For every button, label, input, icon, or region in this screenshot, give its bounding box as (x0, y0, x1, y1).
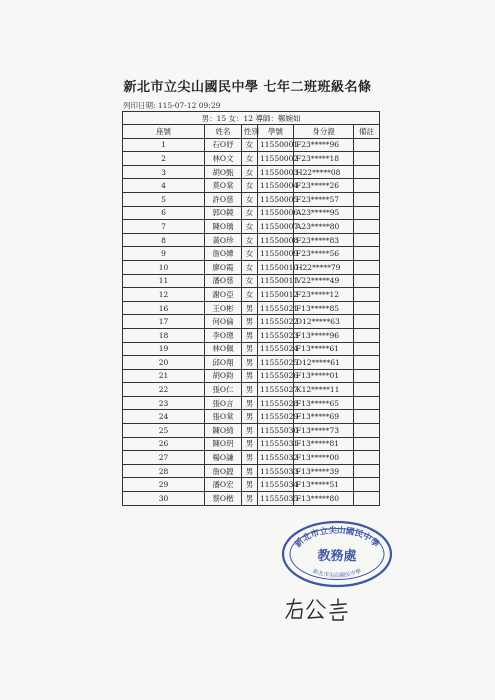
cell-national-id: F23*****96 (294, 138, 354, 152)
cell-national-id: D12*****61 (294, 356, 354, 370)
cell-national-id: F13*****81 (294, 437, 354, 451)
col-header-student-id: 學號 (258, 125, 294, 139)
cell-note (354, 165, 380, 179)
cell-gender: 男 (242, 369, 258, 383)
header-row (123, 125, 380, 139)
cell-national-id: F13*****01 (294, 369, 354, 383)
cell-student-id: 11555030 (258, 424, 294, 438)
cell-name: 郭O鏡 (205, 206, 242, 220)
cell-seat: 16 (123, 301, 205, 315)
cell-student-id: 11550002 (258, 152, 294, 166)
table-row (123, 424, 380, 438)
cell-seat: 6 (123, 206, 205, 220)
cell-seat: 10 (123, 260, 205, 274)
cell-name: 王O彬 (205, 301, 242, 315)
table-row (123, 315, 380, 329)
cell-name: 邱O翔 (205, 356, 242, 370)
cell-note (354, 328, 380, 342)
cell-gender: 男 (242, 437, 258, 451)
cell-student-id: 11555027 (258, 383, 294, 397)
table-row (123, 288, 380, 302)
cell-seat: 3 (123, 165, 205, 179)
cell-gender: 女 (242, 192, 258, 206)
cell-national-id: V22*****49 (294, 274, 354, 288)
cell-seat: 30 (123, 492, 205, 506)
seal-outer-text-path: 新北市立尖山國民中學 (293, 525, 381, 550)
cell-national-id: F23*****83 (294, 233, 354, 247)
cell-student-id: 11555028 (258, 396, 294, 410)
table-row (123, 383, 380, 397)
cell-national-id: H22*****79 (294, 260, 354, 274)
cell-name: 潘O宏 (205, 478, 242, 492)
table-row (123, 437, 380, 451)
cell-name: 何O倫 (205, 315, 242, 329)
document-title: 新北市立尖山國民中學 七年二班班級名條 (123, 80, 372, 95)
cell-note (354, 410, 380, 424)
cell-national-id: F13*****39 (294, 464, 354, 478)
cell-note (354, 138, 380, 152)
cell-gender: 男 (242, 451, 258, 465)
cell-name: 謝O亞 (205, 288, 242, 302)
col-header-note: 備註 (354, 125, 380, 139)
cell-gender: 女 (242, 152, 258, 166)
cell-national-id: F13*****69 (294, 410, 354, 424)
cell-note (354, 369, 380, 383)
table-row (123, 342, 380, 356)
seal-center-text: 教務處 (317, 549, 357, 564)
table-row (123, 220, 380, 234)
summary-row (123, 112, 380, 125)
cell-student-id: 11555024 (258, 342, 294, 356)
table-row (123, 260, 380, 274)
cell-student-id: 11550011 (258, 274, 294, 288)
cell-student-id: 11555031 (258, 437, 294, 451)
cell-name: 蔡O楷 (205, 492, 242, 506)
summary-text: 男：15 女：12 導師：鄭婉如 (123, 112, 380, 125)
cell-gender: 女 (242, 247, 258, 261)
cell-gender: 女 (242, 206, 258, 220)
cell-student-id: 11555035 (258, 492, 294, 506)
cell-seat: 27 (123, 451, 205, 465)
cell-national-id: A23*****95 (294, 206, 354, 220)
cell-gender: 男 (242, 478, 258, 492)
cell-note (354, 233, 380, 247)
cell-note (354, 437, 380, 451)
cell-seat: 2 (123, 152, 205, 166)
cell-national-id: A23*****80 (294, 220, 354, 234)
table-row (123, 192, 380, 206)
cell-seat: 24 (123, 410, 205, 424)
cell-note (354, 396, 380, 410)
cell-gender: 男 (242, 301, 258, 315)
cell-name: 張O言 (205, 396, 242, 410)
cell-seat: 11 (123, 274, 205, 288)
cell-name: 石O妤 (205, 138, 242, 152)
cell-national-id: F23*****26 (294, 179, 354, 193)
cell-name: 張O棠 (205, 410, 242, 424)
cell-note (354, 192, 380, 206)
cell-gender: 女 (242, 179, 258, 193)
cell-seat: 21 (123, 369, 205, 383)
table-row (123, 301, 380, 315)
table-row (123, 274, 380, 288)
cell-student-id: 11550008 (258, 233, 294, 247)
cell-note (354, 206, 380, 220)
cell-note (354, 315, 380, 329)
cell-student-id: 11555033 (258, 464, 294, 478)
handwritten-signature (283, 596, 363, 622)
cell-note (354, 301, 380, 315)
table-row (123, 233, 380, 247)
signature-stroke (286, 599, 347, 620)
table-row (123, 410, 380, 424)
cell-national-id: F13*****51 (294, 478, 354, 492)
cell-student-id: 11550007 (258, 220, 294, 234)
cell-gender: 男 (242, 315, 258, 329)
table-row (123, 396, 380, 410)
cell-name: 楊O謙 (205, 451, 242, 465)
cell-national-id: D12*****63 (294, 315, 354, 329)
col-header-seat: 座號 (123, 125, 205, 139)
cell-note (354, 478, 380, 492)
table-row (123, 328, 380, 342)
print-date: 列印日期: 115-07-12 09:29 (123, 101, 221, 110)
table-row (123, 206, 380, 220)
cell-student-id: 11550003 (258, 165, 294, 179)
table-row (123, 369, 380, 383)
cell-national-id: H22*****08 (294, 165, 354, 179)
cell-seat: 22 (123, 383, 205, 397)
cell-national-id: F13*****61 (294, 342, 354, 356)
cell-student-id: 11550009 (258, 247, 294, 261)
cell-seat: 20 (123, 356, 205, 370)
cell-gender: 女 (242, 233, 258, 247)
col-header-gender: 性別 (242, 125, 258, 139)
cell-seat: 19 (123, 342, 205, 356)
cell-name: 黃O珍 (205, 233, 242, 247)
cell-note (354, 179, 380, 193)
cell-gender: 女 (242, 138, 258, 152)
cell-name: 林O文 (205, 152, 242, 166)
cell-student-id: 11550001 (258, 138, 294, 152)
cell-name: 詹O鍠 (205, 464, 242, 478)
table-row (123, 451, 380, 465)
cell-national-id: F13*****80 (294, 492, 354, 506)
cell-name: 許O慈 (205, 192, 242, 206)
seal-bottom-text-path: 新北市尖山國民中學 (311, 568, 363, 579)
col-header-name: 姓名 (205, 125, 242, 139)
cell-national-id: F23*****12 (294, 288, 354, 302)
cell-gender: 女 (242, 165, 258, 179)
cell-note (354, 464, 380, 478)
cell-student-id: 11555034 (258, 478, 294, 492)
cell-national-id: F13*****73 (294, 424, 354, 438)
cell-seat: 23 (123, 396, 205, 410)
table-row (123, 356, 380, 370)
cell-national-id: F23*****57 (294, 192, 354, 206)
cell-national-id: F13*****65 (294, 396, 354, 410)
cell-name: 陳O綺 (205, 424, 242, 438)
cell-note (354, 492, 380, 506)
col-header-national-id: 身分證 (294, 125, 354, 139)
cell-gender: 女 (242, 288, 258, 302)
cell-national-id: F13*****96 (294, 328, 354, 342)
cell-note (354, 247, 380, 261)
cell-student-id: 11555022 (258, 315, 294, 329)
class-roster-table (122, 111, 380, 506)
cell-student-id: 11550004 (258, 179, 294, 193)
cell-seat: 5 (123, 192, 205, 206)
cell-gender: 男 (242, 356, 258, 370)
cell-national-id: F23*****56 (294, 247, 354, 261)
table-row (123, 152, 380, 166)
cell-gender: 男 (242, 342, 258, 356)
cell-name: 胡O甄 (205, 165, 242, 179)
table-row (123, 492, 380, 506)
cell-seat: 17 (123, 315, 205, 329)
cell-seat: 29 (123, 478, 205, 492)
cell-seat: 1 (123, 138, 205, 152)
table-row (123, 138, 380, 152)
cell-name: 廖O霞 (205, 260, 242, 274)
cell-name: 陳O玥 (205, 437, 242, 451)
cell-national-id: F23*****18 (294, 152, 354, 166)
cell-name: 潘O慈 (205, 274, 242, 288)
table-row (123, 247, 380, 261)
cell-name: 張O仁 (205, 383, 242, 397)
cell-note (354, 288, 380, 302)
cell-seat: 8 (123, 233, 205, 247)
cell-gender: 女 (242, 260, 258, 274)
cell-national-id: F13*****00 (294, 451, 354, 465)
cell-note (354, 383, 380, 397)
cell-student-id: 11555032 (258, 451, 294, 465)
cell-seat: 25 (123, 424, 205, 438)
cell-student-id: 11550005 (258, 192, 294, 206)
cell-seat: 28 (123, 464, 205, 478)
cell-student-id: 11550012 (258, 288, 294, 302)
cell-name: 陳O瑀 (205, 220, 242, 234)
cell-student-id: 11555021 (258, 301, 294, 315)
cell-national-id: K12*****11 (294, 383, 354, 397)
cell-name: 莫O棠 (205, 179, 242, 193)
cell-seat: 4 (123, 179, 205, 193)
cell-note (354, 220, 380, 234)
cell-name: 林O佩 (205, 342, 242, 356)
cell-name: 詹O嬅 (205, 247, 242, 261)
school-seal (281, 520, 393, 588)
cell-student-id: 11555029 (258, 410, 294, 424)
cell-gender: 男 (242, 424, 258, 438)
cell-gender: 男 (242, 492, 258, 506)
cell-student-id: 11555026 (258, 369, 294, 383)
cell-name: 李O璁 (205, 328, 242, 342)
cell-student-id: 11555025 (258, 356, 294, 370)
table-row (123, 464, 380, 478)
table-row (123, 165, 380, 179)
cell-seat: 7 (123, 220, 205, 234)
cell-seat: 26 (123, 437, 205, 451)
cell-seat: 9 (123, 247, 205, 261)
cell-student-id: 11550006 (258, 206, 294, 220)
cell-student-id: 11550010 (258, 260, 294, 274)
cell-note (354, 424, 380, 438)
cell-note (354, 152, 380, 166)
cell-gender: 女 (242, 274, 258, 288)
table-row (123, 478, 380, 492)
cell-note (354, 274, 380, 288)
cell-gender: 男 (242, 410, 258, 424)
table-row (123, 179, 380, 193)
cell-gender: 男 (242, 383, 258, 397)
roster-body (123, 138, 380, 505)
cell-gender: 女 (242, 220, 258, 234)
cell-national-id: F13*****85 (294, 301, 354, 315)
cell-gender: 男 (242, 464, 258, 478)
cell-gender: 男 (242, 396, 258, 410)
cell-note (354, 342, 380, 356)
cell-gender: 男 (242, 328, 258, 342)
cell-note (354, 356, 380, 370)
cell-note (354, 451, 380, 465)
cell-seat: 18 (123, 328, 205, 342)
cell-note (354, 260, 380, 274)
cell-name: 胡O鈞 (205, 369, 242, 383)
cell-student-id: 11555023 (258, 328, 294, 342)
cell-seat: 12 (123, 288, 205, 302)
